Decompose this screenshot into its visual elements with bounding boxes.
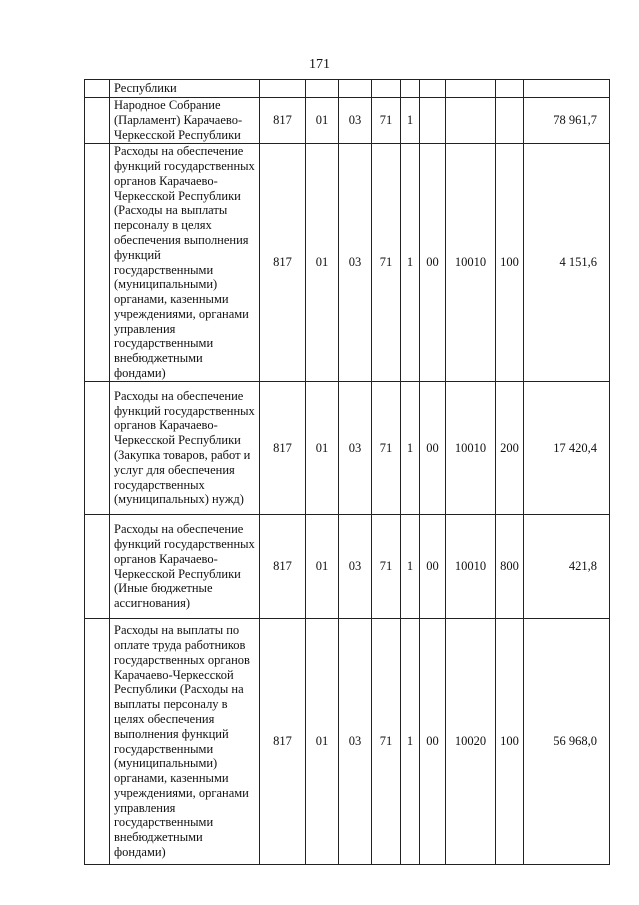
expense-type-code [496, 80, 524, 98]
section-code: 01 [306, 382, 339, 515]
main-event-code [420, 98, 446, 144]
subsection-code: 03 [339, 382, 372, 515]
amount: 56 968,0 [524, 619, 610, 865]
amount: 4 151,6 [524, 144, 610, 382]
subsection-code: 03 [339, 98, 372, 144]
expense-name: Народное Собрание (Парламент) Карачаево-Черкесской Республики [110, 98, 260, 144]
expense-type-code: 100 [496, 144, 524, 382]
subsection-code: 03 [339, 144, 372, 382]
row-index-cell [85, 515, 110, 619]
amount: 17 420,4 [524, 382, 610, 515]
expense-type-code [496, 98, 524, 144]
direction-code [446, 98, 496, 144]
direction-code: 10020 [446, 619, 496, 865]
expense-name: Расходы на обеспечение функций государственных органов Карачаево-Черкесской Республики (Иные бюджетные ассигнования) [110, 515, 260, 619]
subsection-code: 03 [339, 619, 372, 865]
expense-name: Расходы на выплаты по оплате труда работников государственных органов Карачаево-Черкесской Республики (Расходы на выплаты персоналу в целях обеспечения выполнения функций государственными (муниципальными) органами, казенными учреждениями, органами управления государственными внебюджетными фондами) [110, 619, 260, 865]
row-index-cell [85, 144, 110, 382]
amount [524, 80, 610, 98]
section-code: 01 [306, 144, 339, 382]
row-index-cell [85, 98, 110, 144]
table-row [85, 98, 610, 144]
program-code: 71 [372, 619, 401, 865]
table-row [85, 515, 610, 619]
ministry-code [260, 80, 306, 98]
direction-code: 10010 [446, 515, 496, 619]
section-code: 01 [306, 98, 339, 144]
main-event-code: 00 [420, 515, 446, 619]
page-number: 171 [309, 57, 330, 72]
subprogram-code [401, 80, 420, 98]
ministry-code: 817 [260, 144, 306, 382]
expense-name: Расходы на обеспечение функций государственных органов Карачаево-Черкесской Республики (Расходы на выплаты персоналу в целях обеспечения выполнения функций государственными (муниципальными) органами, казенными учреждениями, органами управления государственными внебюджетными фондами) [110, 144, 260, 382]
direction-code [446, 80, 496, 98]
expense-name: Республики [110, 80, 260, 98]
direction-code: 10010 [446, 382, 496, 515]
program-code: 71 [372, 515, 401, 619]
section-code [306, 80, 339, 98]
table-row [85, 382, 610, 515]
main-event-code: 00 [420, 144, 446, 382]
program-code [372, 80, 401, 98]
ministry-code: 817 [260, 619, 306, 865]
subprogram-code: 1 [401, 515, 420, 619]
subsection-code: 03 [339, 515, 372, 619]
expense-name: Расходы на обеспечение функций государственных органов Карачаево-Черкесской Республики (Закупка товаров, работ и услуг для обеспечения государственных (муниципальных) нужд) [110, 382, 260, 515]
subprogram-code: 1 [401, 619, 420, 865]
table-row [85, 144, 610, 382]
expense-type-code: 800 [496, 515, 524, 619]
row-index-cell [85, 619, 110, 865]
main-event-code: 00 [420, 619, 446, 865]
ministry-code: 817 [260, 382, 306, 515]
subsection-code [339, 80, 372, 98]
row-index-cell [85, 382, 110, 515]
amount: 421,8 [524, 515, 610, 619]
row-index-cell [85, 80, 110, 98]
table-row [85, 619, 610, 865]
program-code: 71 [372, 382, 401, 515]
subprogram-code: 1 [401, 144, 420, 382]
subprogram-code: 1 [401, 382, 420, 515]
section-code: 01 [306, 515, 339, 619]
expense-type-code: 200 [496, 382, 524, 515]
ministry-code: 817 [260, 98, 306, 144]
ministry-code: 817 [260, 515, 306, 619]
subprogram-code: 1 [401, 98, 420, 144]
main-event-code: 00 [420, 382, 446, 515]
section-code: 01 [306, 619, 339, 865]
main-event-code [420, 80, 446, 98]
budget-table [84, 79, 610, 865]
direction-code: 10010 [446, 144, 496, 382]
amount: 78 961,7 [524, 98, 610, 144]
table-row [85, 80, 610, 98]
program-code: 71 [372, 144, 401, 382]
program-code: 71 [372, 98, 401, 144]
expense-type-code: 100 [496, 619, 524, 865]
